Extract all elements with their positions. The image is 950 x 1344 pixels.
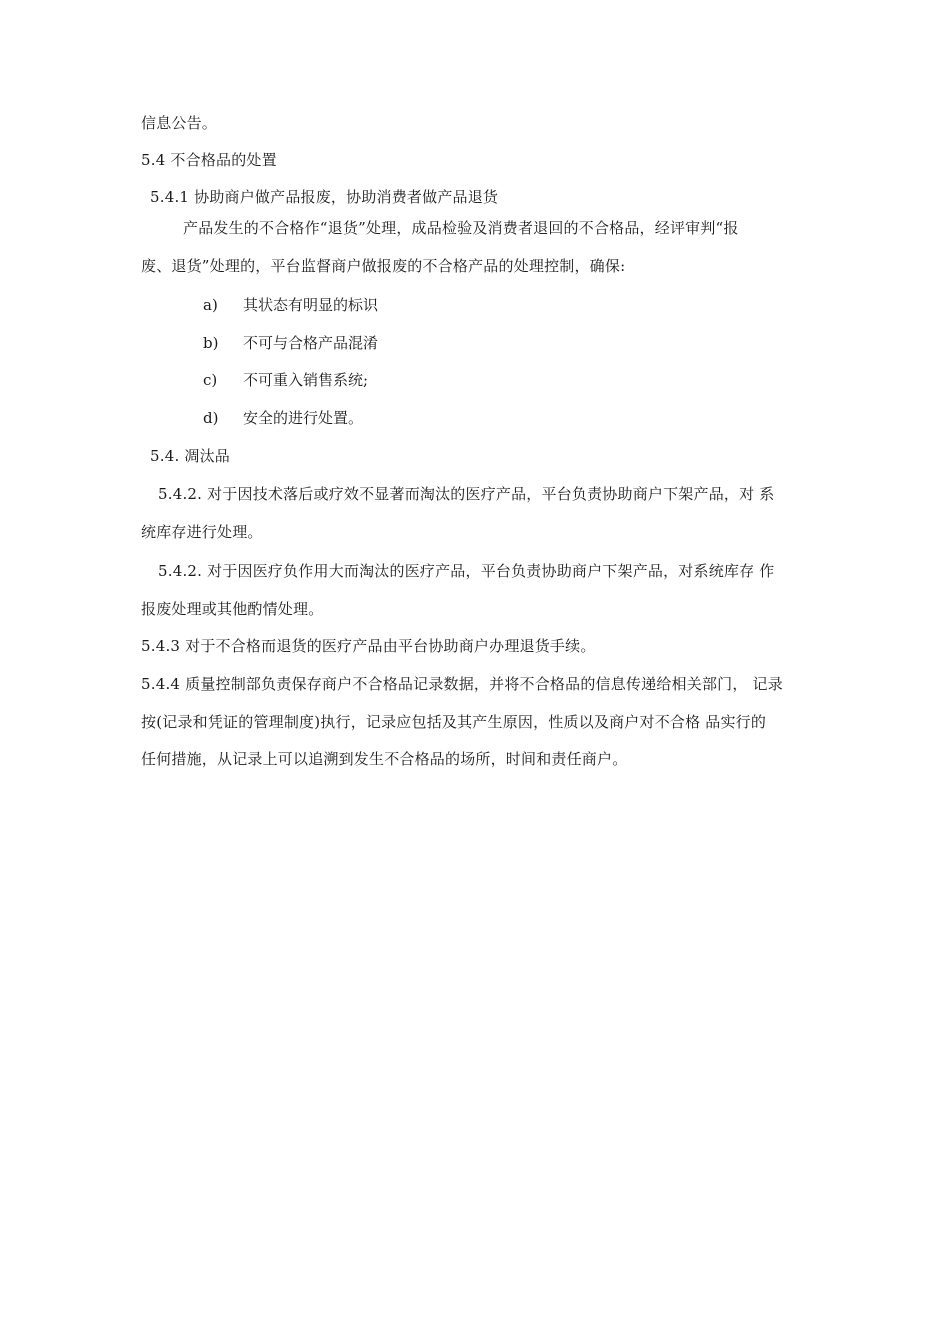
paragraph-line: 任何措施，从记录上可以追溯到发生不合格品的场所，时间和责任商户。 bbox=[141, 750, 628, 768]
paragraph-line: 按(记录和凭证的管理制度)执行，记录应包括及其产生原因，性质以及商户对不合格 品实行的 bbox=[141, 713, 767, 731]
list-item-text: 不可重入销售系统; bbox=[243, 371, 369, 389]
list-marker: c) bbox=[203, 371, 218, 389]
section-heading-5-4: 5.4 不合格品的处置 bbox=[141, 151, 277, 169]
paragraph-line: 统库存进行处理。 bbox=[141, 523, 263, 541]
paragraph-line: 5.4.4 质量控制部负责保存商户不合格品记录数据，并将不合格品的信息传递给相关部门， 记录 bbox=[141, 675, 783, 693]
paragraph-line: 5.4.3 对于不合格而退货的医疗产品由平台协助商户办理退货手续。 bbox=[141, 637, 596, 655]
paragraph-line: 废、退货”处理的，平台监督商户做报废的不合格产品的处理控制，确保: bbox=[141, 257, 626, 275]
list-item-text: 其状态有明显的标识 bbox=[243, 296, 379, 314]
list-marker: a) bbox=[203, 296, 218, 314]
section-heading-obsolete-products: 5.4. 凋汰品 bbox=[150, 447, 230, 465]
list-marker: b) bbox=[203, 334, 219, 352]
paragraph-line: 5.4.2. 对于因医疗负作用大而淘汰的医疗产品，平台负责协助商户下架产品，对系统库存 作 bbox=[158, 562, 775, 580]
text-line-info-notice: 信息公告。 bbox=[141, 114, 218, 132]
section-heading-5-4-1: 5.4.1 协助商户做产品报废，协助消费者做产品退货 bbox=[150, 188, 499, 206]
paragraph-line: 报废处理或其他酌情处理。 bbox=[141, 600, 324, 618]
list-item-text: 不可与合格产品混淆 bbox=[243, 334, 379, 352]
paragraph-line: 产品发生的不合格作“退货”处理，成品检验及消费者退回的不合格品，经评审判“报 bbox=[183, 219, 739, 237]
paragraph-line: 5.4.2. 对于因技术落后或疗效不显著而淘汰的医疗产品，平台负责协助商户下架产品，对 系 bbox=[158, 485, 775, 503]
list-item-text: 安全的进行处置。 bbox=[243, 409, 364, 427]
list-marker: d) bbox=[203, 409, 219, 427]
